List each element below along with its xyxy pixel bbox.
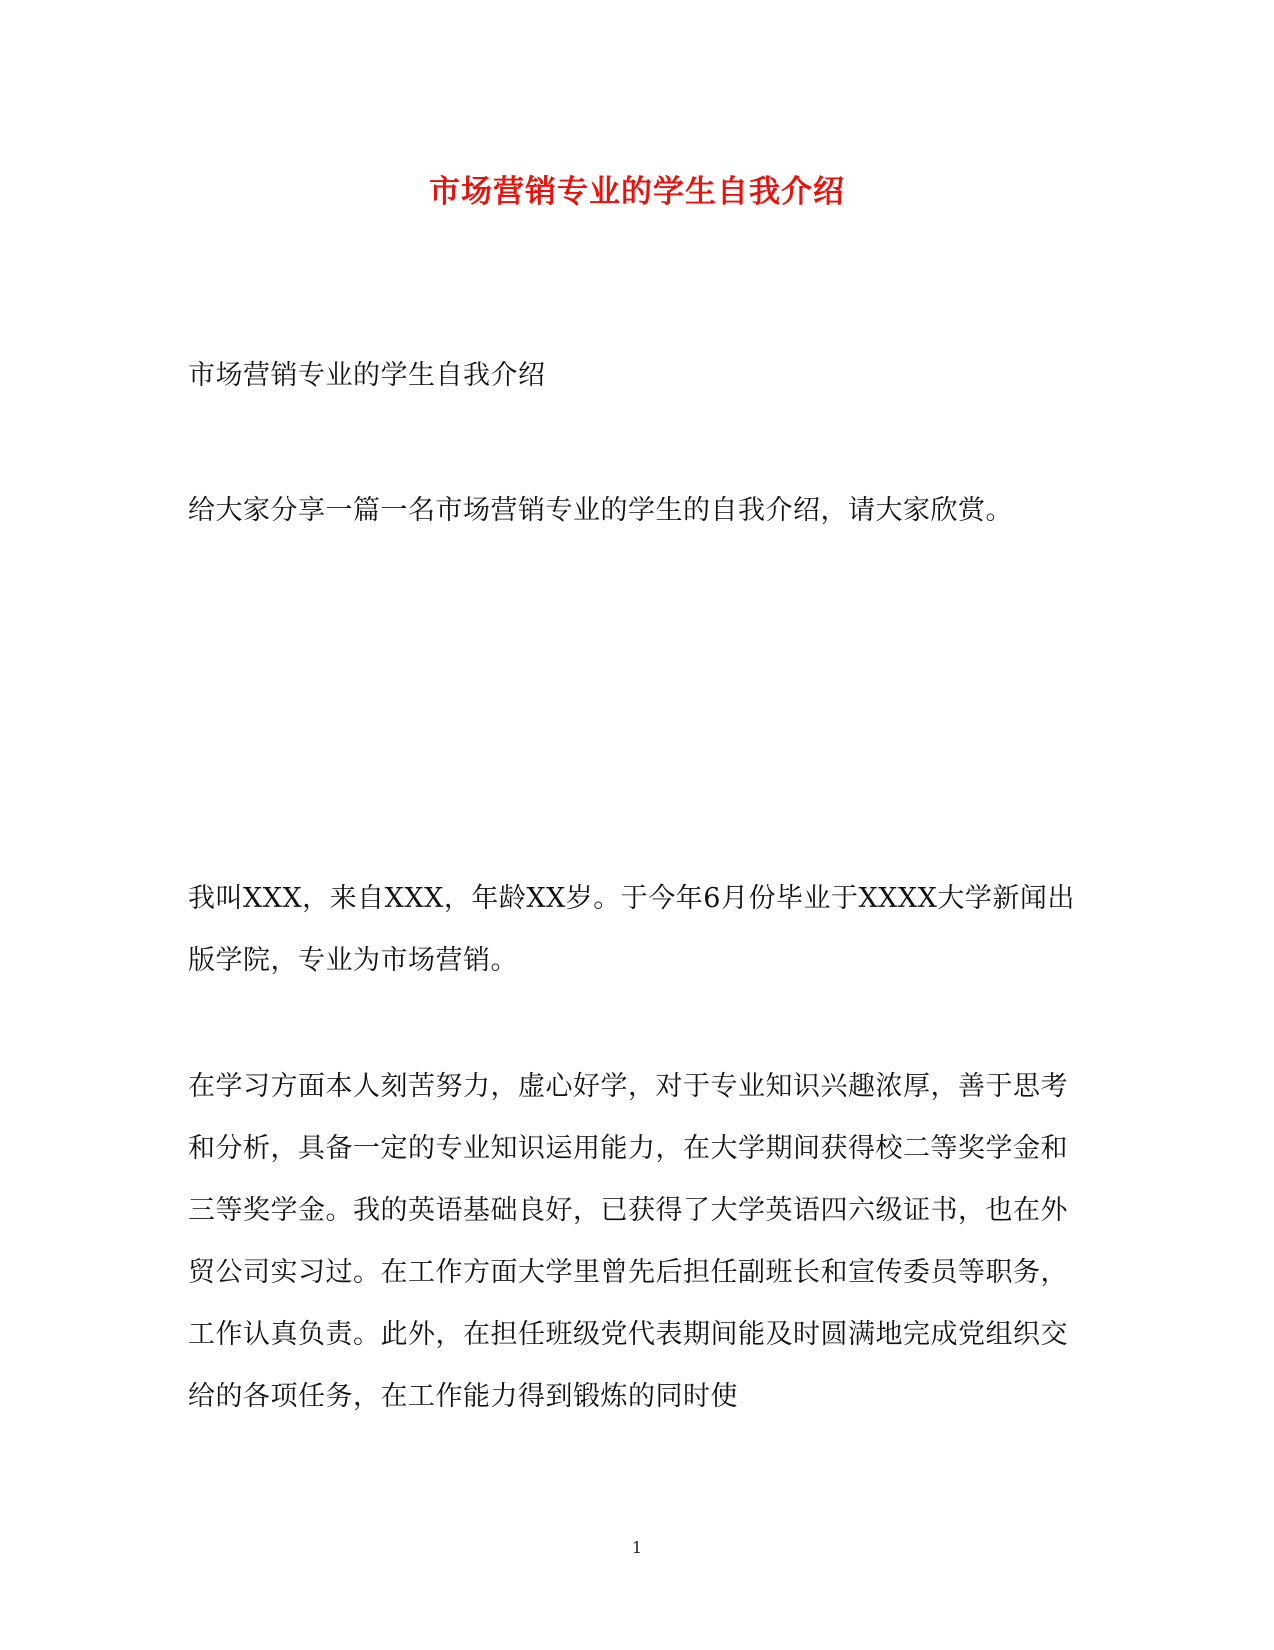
paragraph-intro: 给大家分享一篇一名市场营销专业的学生的自我介绍，请大家欣赏。 <box>188 495 1013 526</box>
paragraph-personal-info: 我叫XXX，来自XXX，年龄XX岁。于今年6月份毕业于XXXX大学新闻出版学院，专业为市场营销。 <box>188 883 1075 976</box>
document-title: 市场营销专业的学生自我介绍 <box>429 174 845 210</box>
page-number: 1 <box>631 1538 643 1557</box>
paragraph-subtitle: 市场营销专业的学生自我介绍 <box>188 360 546 391</box>
paragraph-study-work: 在学习方面本人刻苦努力，虚心好学，对于专业知识兴趣浓厚，善于思考和分析，具备一定的专业知识运用能力，在大学期间获得校二等奖学金和三等奖学金。我的英语基础良好，已获得了大学英语四六级证书，也在外贸公司实习过。在工作方面大学里曾先后担任副班长和宣传委员等职务，工作认真负责。此外，在担任班级党代表期间能及时圆满地完成党组织交给的各项任务，在工作能力得到锻炼的同时使 <box>188 1071 1068 1412</box>
